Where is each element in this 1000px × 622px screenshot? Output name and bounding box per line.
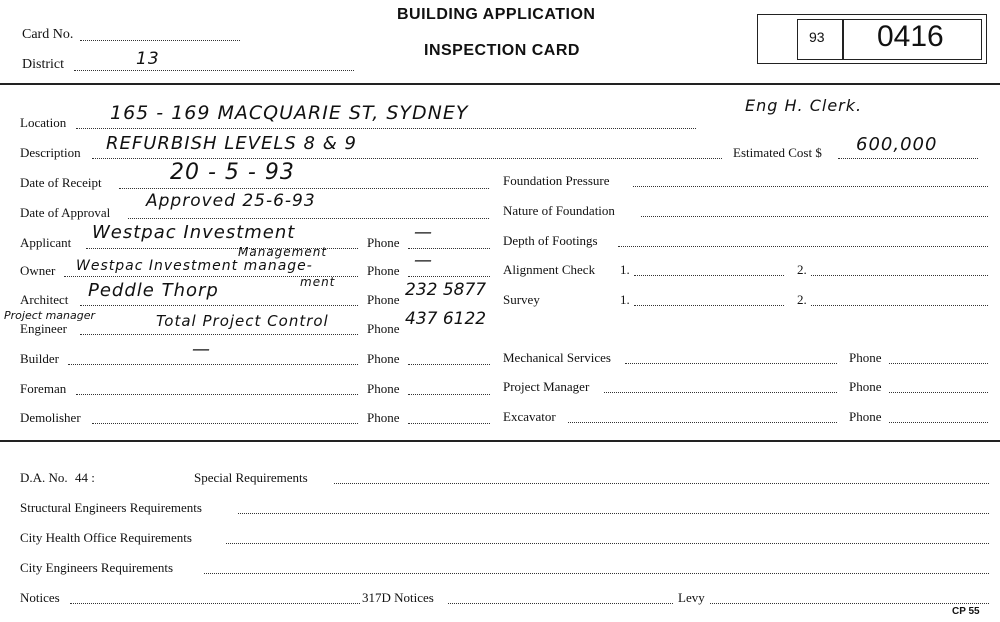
estimated-cost-line [838,158,978,159]
nature-foundation-label: Nature of Foundation [503,203,615,218]
builder-phone-line [408,364,490,365]
excavator-phone-label: Phone [849,409,882,424]
applicant-phone-line [408,248,490,249]
survey-label: Survey [503,292,540,307]
survey-num2: 2. [797,292,807,307]
depth-footings-line [618,246,988,247]
date-approval-value: Approved 25-6-93 [146,191,316,211]
excavator-phone-line [889,422,988,423]
demolisher-phone-label: Phone [367,410,400,425]
card-no-line [80,40,240,41]
date-receipt-line [119,188,489,189]
excavator-label: Excavator [503,409,556,424]
form-code: CP 55 [952,606,980,617]
da-no-label: D.A. No. [20,470,68,485]
estimated-cost-label: Estimated Cost $ [733,145,822,160]
special-requirements-line [334,483,989,484]
health-line [226,543,989,544]
project-manager-phone-label: Phone [849,379,882,394]
mechanical-services-line [625,363,837,364]
engineer-label: Engineer [20,321,67,336]
owner-below-note: ment [300,275,336,289]
owner-phone-line [408,276,490,277]
project-manager-label: Project Manager [503,379,590,394]
survey-line2 [811,305,988,306]
card-number-value: 0416 [877,20,944,53]
notices-317d-label: 317D Notices [362,590,434,605]
title-line1: BUILDING APPLICATION [397,6,596,23]
owner-phone-value: — [414,250,433,271]
builder-phone-label: Phone [367,351,400,366]
mechanical-services-label: Mechanical Services [503,350,611,365]
location-value: 165 - 169 MACQUARIE ST, SYDNEY [110,102,469,124]
date-receipt-label: Date of Receipt [20,175,102,190]
builder-value: — [192,339,211,360]
engineer-line [80,334,358,335]
da-no-value: 44 : [75,470,95,485]
project-manager-line [604,392,837,393]
district-line [74,70,354,71]
description-label: Description [20,145,81,160]
district-label: District [22,57,64,72]
city-engineers-line [204,573,989,574]
builder-line [68,364,358,365]
owner-value: Westpac Investment manage- [76,258,313,274]
year-value: 93 [809,29,825,45]
levy-line [710,603,989,604]
applicant-phone-label: Phone [367,235,400,250]
mechanical-phone-label: Phone [849,350,882,365]
engineer-phone-label: Phone [367,321,400,336]
special-requirements-label: Special Requirements [194,470,308,485]
applicant-phone-value: — [414,222,433,243]
alignment-check-num1: 1. [620,262,630,277]
nature-foundation-line [641,216,988,217]
foundation-pressure-label: Foundation Pressure [503,173,610,188]
foreman-phone-label: Phone [367,381,400,396]
owner-label: Owner [20,263,56,278]
levy-label: Levy [678,590,705,605]
date-receipt-value: 20 - 5 - 93 [170,160,295,185]
health-label: City Health Office Requirements [20,530,192,545]
applicant-label: Applicant [20,235,72,250]
alignment-check-line2 [811,275,988,276]
engineer-phone-value: 437 6122 [405,309,487,329]
architect-label: Architect [20,292,69,307]
engineer-note: Project manager [4,309,96,322]
header-divider [0,83,1000,85]
eng-note: Eng H. Clerk. [745,96,863,115]
city-engineers-label: City Engineers Requirements [20,560,174,575]
depth-footings-label: Depth of Footings [503,233,598,248]
card-no-label: Card No. [22,27,74,42]
foreman-phone-line [408,394,490,395]
date-approval-line [128,218,489,219]
architect-value: Peddle Thorp [88,280,219,301]
notices-317d-line [448,603,673,604]
mechanical-phone-line [889,363,988,364]
estimated-cost-value: 600,000 [856,134,938,155]
survey-num1: 1. [620,292,630,307]
owner-above-note: Management [238,245,328,259]
survey-line1 [634,305,784,306]
location-line [76,128,696,129]
middle-divider [0,440,1000,442]
engineer-value: Total Project Control [156,312,329,330]
alignment-check-label: Alignment Check [503,262,596,277]
notices-label: Notices [20,590,60,605]
description-line [92,158,722,159]
description-value: REFURBISH LEVELS 8 & 9 [106,133,357,154]
demolisher-label: Demolisher [20,410,81,425]
alignment-check-line1 [634,275,784,276]
architect-phone-label: Phone [367,292,400,307]
location-label: Location [20,115,67,130]
demolisher-line [92,423,358,424]
applicant-value: Westpac Investment [92,222,296,243]
title-line2: INSPECTION CARD [424,42,580,59]
alignment-check-num2: 2. [797,262,807,277]
architect-line [80,305,358,306]
structural-label: Structural Engineers Requirements [20,500,202,515]
demolisher-phone-line [408,423,490,424]
structural-line [238,513,989,514]
notices-line [70,603,360,604]
foundation-pressure-line [633,186,988,187]
owner-phone-label: Phone [367,263,400,278]
foreman-label: Foreman [20,381,67,396]
excavator-line [568,422,837,423]
foreman-line [76,394,358,395]
architect-phone-value: 232 5877 [405,280,487,300]
district-value: 13 [136,49,160,69]
builder-label: Builder [20,351,59,366]
project-manager-phone-line [889,392,988,393]
date-approval-label: Date of Approval [20,205,111,220]
